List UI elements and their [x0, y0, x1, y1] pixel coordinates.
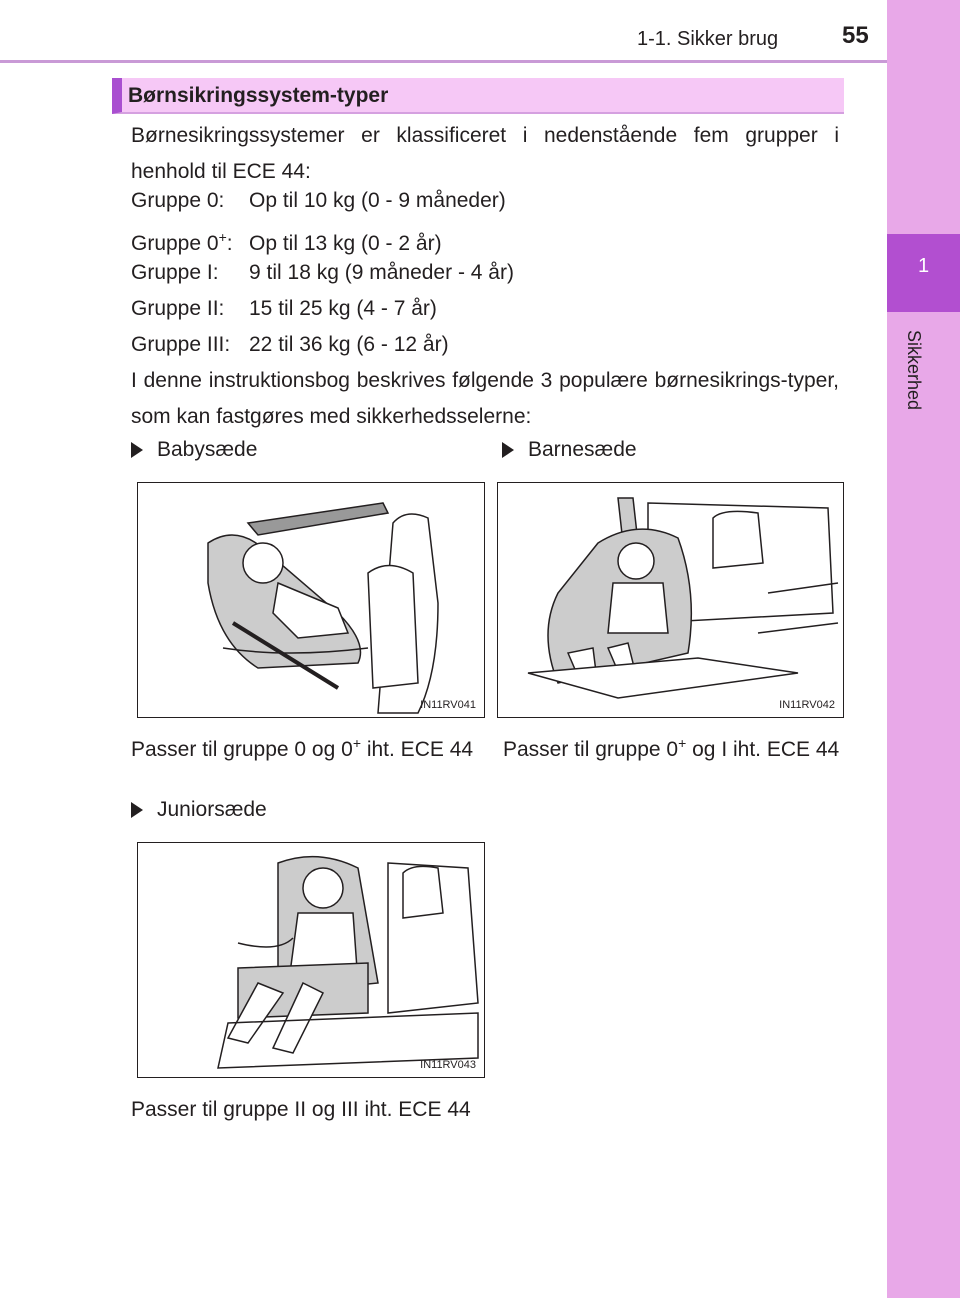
group-label-text: Gruppe 0 — [131, 232, 219, 255]
group-desc: 15 til 25 kg (4 - 7 år) — [249, 297, 437, 320]
baby-seat-illustration — [138, 483, 485, 718]
seat-caption-baby — [131, 728, 481, 765]
group-label: Gruppe I: — [131, 261, 219, 284]
group-label-colon: : — [226, 232, 233, 255]
group-label: Gruppe 0: — [131, 189, 225, 212]
group-label: Gruppe III: — [131, 333, 231, 356]
header-rule — [0, 60, 887, 63]
caption-text: Passer til gruppe 0 og 0 — [131, 738, 353, 761]
chapter-label: Sikkerhed — [904, 330, 924, 411]
seat-caption-child — [503, 728, 843, 765]
group-label: Gruppe II: — [131, 297, 225, 320]
seat-heading-baby — [131, 438, 257, 462]
seat-title: Barnesæde — [528, 438, 637, 461]
figure-child-seat — [497, 482, 844, 718]
group-desc: Op til 13 kg (0 - 2 år) — [249, 232, 442, 255]
seat-heading-child — [502, 438, 637, 462]
chapter-side-tab — [887, 0, 960, 1298]
seat-heading-junior — [131, 798, 267, 822]
figure-junior-seat — [137, 842, 485, 1078]
seat-title: Babysæde — [157, 438, 258, 461]
section-title: Børnsikringssystem-typer — [128, 84, 389, 107]
figure-code: IN11RV041 — [420, 699, 476, 711]
triangle-bullet-icon — [131, 802, 143, 818]
figure-code: IN11RV043 — [420, 1059, 476, 1071]
caption-text: Passer til gruppe II og III iht. ECE 44 — [131, 1098, 471, 1121]
group-row — [131, 255, 514, 291]
group-desc: 22 til 36 kg (6 - 12 år) — [249, 333, 449, 356]
caption-sup: + — [678, 735, 687, 751]
triangle-bullet-icon — [131, 442, 143, 458]
caption-text-end: iht. ECE 44 — [361, 738, 474, 761]
group-row — [131, 291, 437, 327]
group-desc: Op til 10 kg (0 - 9 måneder) — [249, 189, 506, 212]
group-row — [131, 183, 506, 219]
group-row — [131, 327, 449, 363]
child-seat-illustration — [498, 483, 844, 718]
caption-text-end: og I iht. ECE 44 — [686, 738, 840, 761]
page-number: 55 — [842, 22, 869, 49]
outro-paragraph: I denne instruktionsbog beskrives følgende 3 populære børnesikrings-typer, som kan fastgøres med sikkerhedsselerne: — [131, 369, 839, 428]
triangle-bullet-icon — [502, 442, 514, 458]
header-section-title: 1-1. Sikker brug — [637, 28, 779, 50]
caption-sup: + — [352, 735, 361, 751]
caption-text: Passer til gruppe 0 — [503, 738, 679, 761]
figure-code: IN11RV042 — [779, 699, 835, 711]
junior-seat-illustration — [138, 843, 485, 1078]
chapter-number: 1 — [917, 255, 930, 277]
group-label-sup: + — [218, 229, 227, 245]
figure-baby-seat — [137, 482, 485, 718]
intro-paragraph: Børnesikringssystemer er klassificeret i nedenstående fem grupper i henhold til ECE 44: — [131, 124, 839, 183]
seat-title: Juniorsæde — [157, 798, 267, 821]
group-desc: 9 til 18 kg (9 måneder - 4 år) — [249, 261, 514, 284]
seat-caption-junior — [131, 1088, 481, 1125]
